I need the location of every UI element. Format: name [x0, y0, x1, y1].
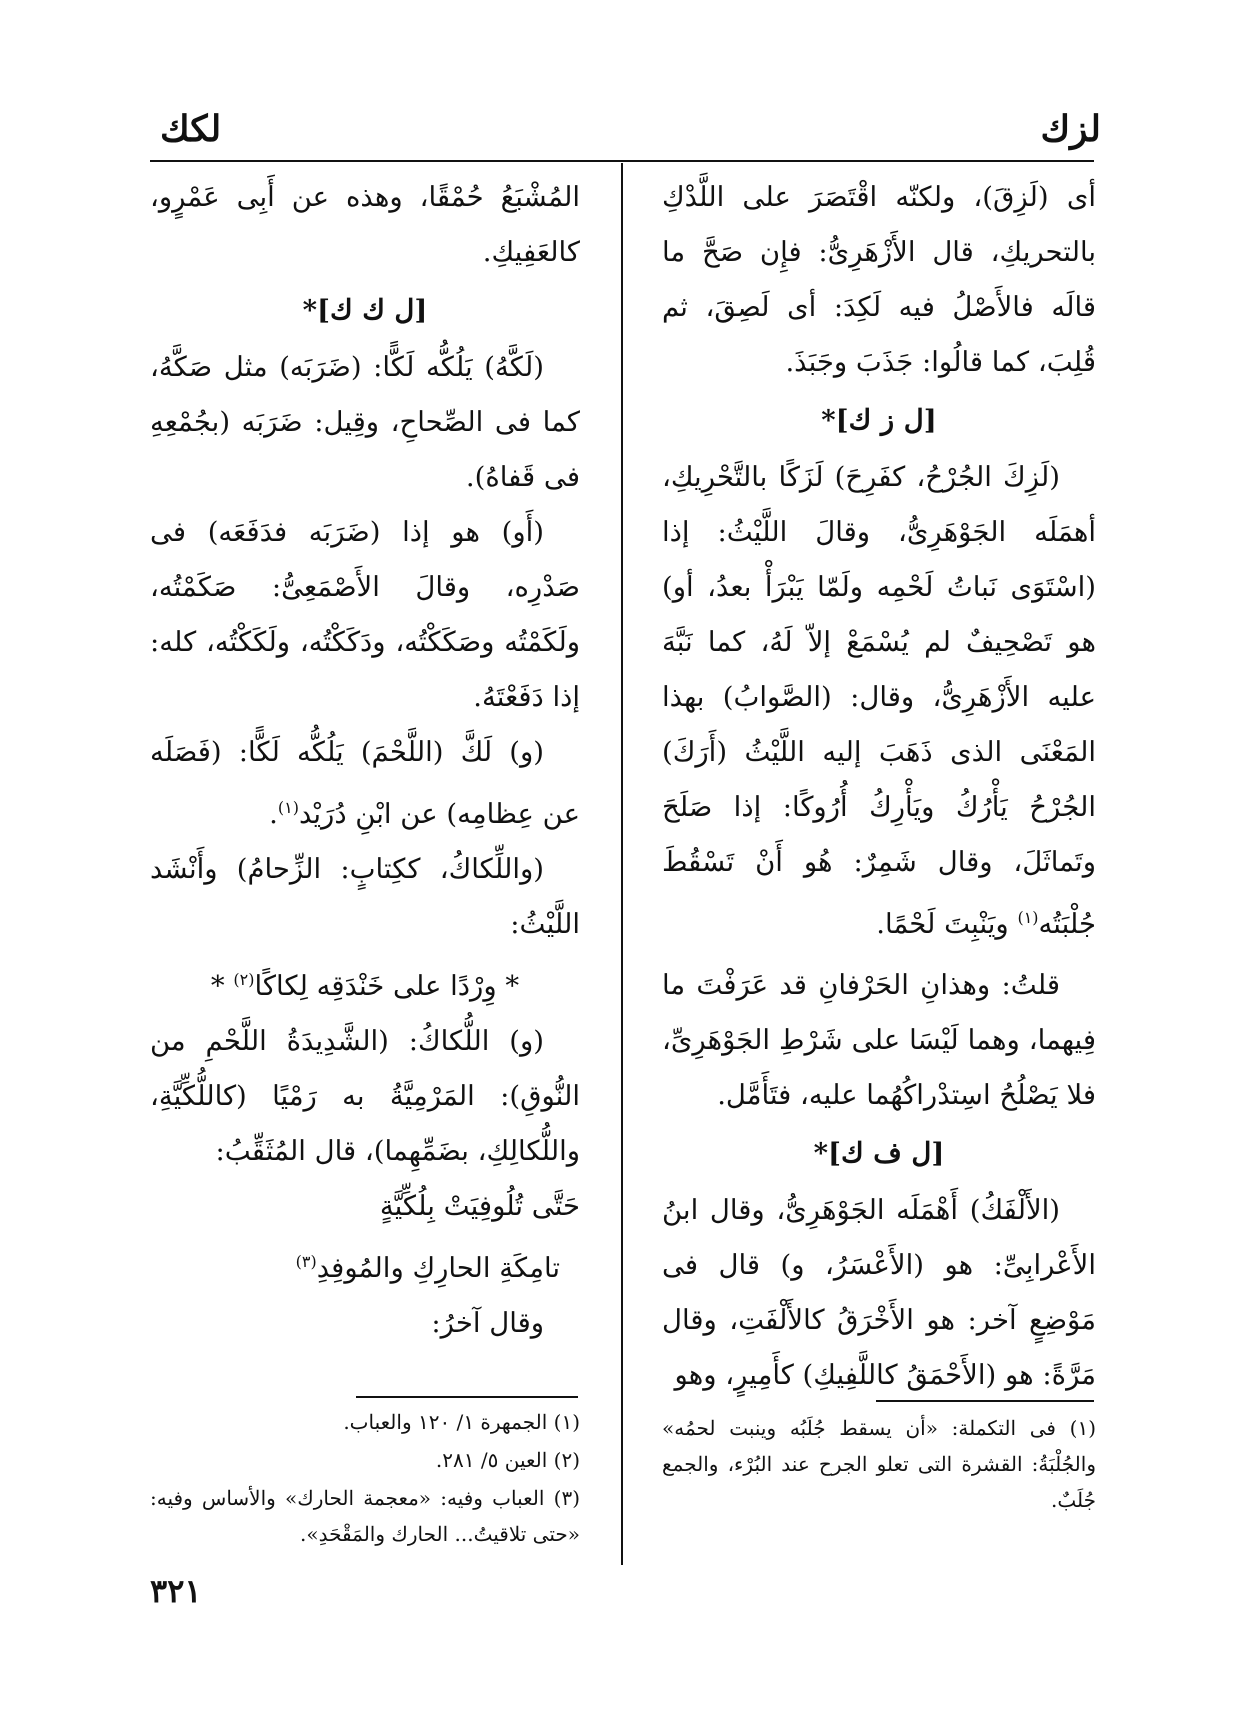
footnote-ref-1: (١) [1017, 908, 1039, 927]
right-paragraph-2-text: (لَزِكَ الجُرْحُ، كفَرِحَ) لَزَكًا بالتَّحْرِيكِ، أهمَلَه الجَوْهَرِىُّ، وقالَ اللَّيْثُ: إذا (اسْتَوَى نَباتُ لَحْمِه ولَمّا يَبْرَأْ بعدُ، أو) هو تَصْحِيفٌ لم يُسْمَعْ إلاّ لَهُ، كما نَبَّهَ عليه الأَزْهَرِىُّ، وقال: (الصَّوابُ) بهذا المَعْنَى الذى ذَهَبَ إليه اللَّيْثُ (أَرَكَ) الجُرْحُ يَأْرُكُ ويَأْرِكُ أُرُوكًا: إذا صَلَحَ وتَماثَلَ، وقال شَمِرٌ: هُو أَنْ تَسْقُطَ جُلْبَتُه [662, 461, 1096, 941]
footnote: (٢) العين ٥/ ٢٨١. [435, 1448, 580, 1472]
right-paragraph-2-end: ويَنْبِتَ لَحْمًا. [876, 908, 1018, 941]
header-left-entry-word: لكك [160, 108, 222, 150]
footnote-ref-3: (٣) [295, 1252, 317, 1272]
entry-heading-lzk: [ل ز ك]* [821, 404, 937, 436]
right-footnotes [662, 1410, 1096, 1520]
footnote: (٣) العباب وفيه: «معجمة الحارك» والأساس وفيه: «حتى تلاقيتُ... الحارك والمَقْحَدِ». [150, 1486, 580, 1546]
left-column [150, 170, 580, 1351]
right-paragraph-1: أى (لَزِقَ)، ولكنّه اقْتَصَرَ على اللَّدْكِ بالتحريكِ، قال الأَزْهَرِىُّ: فإِن صَحَّ ما قالَه فالأَصْلُ فيه لَكِدَ: أى لَصِقَ، ثم قُلِبَ، كما قالُوا: جَذَبَ وجَبَذَ. [662, 181, 1096, 378]
left-footnotes [150, 1404, 580, 1554]
footnote-ref-2: (٢) [233, 970, 255, 990]
left-paragraph-2: (لَكَّهُ) يَلُكُّه لَكًّا: (ضَرَبَه) مثل صَكَّهُ، كما فى الصِّحاحِ، وقِيل: ضَرَبَه (بجُمْعِهِ فى قَفاهُ). [150, 351, 580, 493]
entry-heading-lkk: [ل ك ك]* [302, 294, 428, 326]
right-footnote-rule [876, 1400, 1094, 1402]
left-paragraph-5: (واللِّكاكُ، ككِتابٍ: الزِّحامُ) وأَنْشَد اللَّيْثُ: [150, 853, 580, 941]
left-paragraph-3: (أَو) هو إذا (ضَرَبَه فدَفَعَه) فى صَدْرِه، وقالَ الأَصْمَعِىُّ: صَكَمْتُه، ولَكَمْتُه وصَكَكْتُه، ودَكَكْتُه، ولَكَكْتُه، كله: إذا دَفَعْتَهُ. [150, 516, 580, 713]
right-column [662, 170, 1096, 1403]
left-paragraph-4-end: . [269, 798, 278, 831]
verse-line-1-end: * [210, 970, 234, 1003]
left-paragraph-4 [150, 725, 580, 842]
page-number: ٣٢١ [150, 1572, 202, 1610]
column-divider [621, 163, 623, 1565]
header-right-entry-word: لزك [1040, 108, 1101, 150]
right-paragraph-2 [662, 450, 1096, 952]
verse-hemistich-2 [150, 1234, 580, 1296]
left-paragraph-1: المُشْبَعُ حُمْقًا، وهذه عن أَبِى عَمْرٍو، كالعَفِيكِ. [150, 181, 580, 268]
left-paragraph-4-text: (و) لَكَّ (اللَّحْمَ) يَلُكُّه لَكًّا: (فَصَلَه عن عِظامِه) عن ابْنِ دُرَيْد [150, 736, 580, 831]
footnote-ref-1: (١) [277, 798, 299, 817]
footnote: (١) الجمهرة ١/ ١٢٠ والعباب. [343, 1410, 580, 1434]
header-rule [150, 160, 1094, 162]
entry-heading-lfk: [ل ف ك]* [813, 1137, 945, 1170]
verse-hemistich-2-text: تامِكَةِ الحارِكِ والمُوفِدِ [316, 1252, 560, 1285]
footnote: (١) فى التكملة: «أن يسقط جُلَبُه وينبت لحمُه» والجُلْبَةُ: القشرة التى تعلو الجرح عند البُرْء، والجمع جُلَبٌ. [662, 1416, 1096, 1512]
left-paragraph-7: وقال آخرُ: [431, 1307, 544, 1340]
right-paragraph-3: قلتُ: وهذانِ الحَرْفانِ قد عَرَفْتَ ما فِيهما، وهما لَيْسَا على شَرْطِ الجَوْهَرِىِّ، فلا يَصْلُحُ اسِتدْراكُهُما عليه، فتَأَمَّل. [662, 969, 1096, 1112]
left-paragraph-6: (و) اللُّكاكُ: (الشَّدِيدَةُ اللَّحْمِ من النُّوقِ): المَرْمِيَّةُ به رَمْيًا (كاللُّكِّيَّةِ، واللُّكالِكِ، بضَمِّهِما)، قال المُثَقِّبُ: [150, 1025, 580, 1168]
verse-line-1-text: * وِرْدًا على خَنْدَقِه لِكاكًا [254, 970, 520, 1003]
verse-hemistich-1: حَتَّى تُلُوفِيَتْ بِلُكِّيَّةٍ [379, 1190, 580, 1223]
verse-line-1 [150, 952, 580, 1014]
right-paragraph-4: (الأَلْفَكُ) أَهْمَلَه الجَوْهَرِىُّ، وقال ابنُ الأَعْرابِىِّ: هو (الأَعْسَرُ، و) قال فى مَوْضِعٍ آخر: هو الأَخْرَقُ كالأَلْفَتِ، وقال مَرَّةً: هو (الأَحْمَقُ كاللَّفِيكِ) كأَمِيرٍ، وهو [662, 1194, 1096, 1392]
left-footnote-rule [356, 1396, 578, 1398]
